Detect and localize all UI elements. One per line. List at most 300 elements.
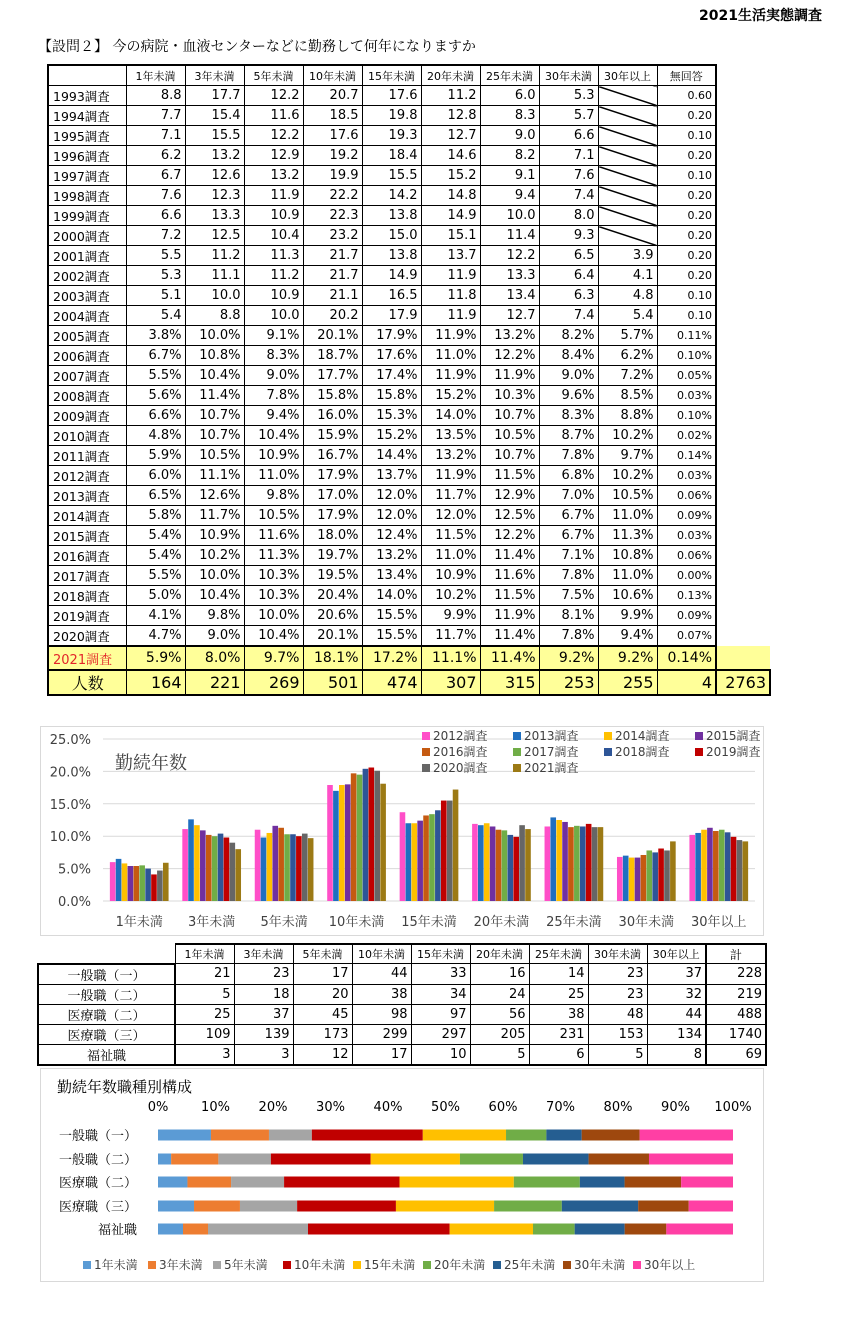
occupation-cell: 153	[588, 1024, 647, 1044]
table-cell: 3.9	[598, 246, 657, 266]
table-cell: 0.10%	[657, 346, 716, 366]
survey-year: 2006調査	[48, 346, 126, 366]
occupation-table	[37, 943, 767, 1066]
bar	[719, 830, 725, 901]
table-cell: 6.7	[126, 166, 185, 186]
table-cell: 10.9%	[185, 526, 244, 546]
stacked-segment	[638, 1201, 689, 1212]
column-header: 3年未満	[185, 65, 244, 86]
bar	[272, 826, 278, 901]
table-row	[48, 306, 770, 326]
x-tick-label: 30年以上	[691, 915, 747, 930]
table-cell: 8.2%	[539, 326, 598, 346]
table-cell: 10.3%	[244, 566, 303, 586]
table-cell: 9.1	[480, 166, 539, 186]
table-cell: 11.9%	[421, 326, 480, 346]
table-cell: 9.4	[480, 186, 539, 206]
occupation-cell: 12	[293, 1044, 352, 1065]
table-cell: 17.6%	[362, 346, 421, 366]
stacked-segment	[194, 1201, 240, 1212]
legend-label: 30年以上	[644, 1258, 696, 1272]
stacked-segment	[240, 1201, 297, 1212]
table-header-row	[48, 65, 770, 86]
table-row	[48, 606, 770, 626]
bar	[200, 830, 206, 901]
legend-label: 15年未満	[364, 1258, 416, 1272]
table-cell: 17.9%	[303, 466, 362, 486]
x-tick-label: 5年未満	[260, 915, 308, 930]
table-cell: 21.7	[303, 266, 362, 286]
table-cell: 14.6	[421, 146, 480, 166]
column-header: 5年未満	[293, 944, 352, 964]
table-cell: 8.8%	[598, 406, 657, 426]
legend-label: 1年未満	[94, 1258, 138, 1272]
bar	[163, 863, 169, 901]
table-cell: 17.9	[362, 306, 421, 326]
bar	[400, 812, 406, 901]
current-cell: 17.2%	[362, 646, 421, 670]
table-cell: 0.13%	[657, 586, 716, 606]
slash-cell	[598, 206, 657, 226]
x-tick-label: 0%	[147, 1100, 169, 1115]
occupation-cell: 20	[293, 984, 352, 1004]
occupation-cell: 16	[470, 964, 529, 985]
current-cell: 0.14%	[657, 646, 716, 670]
stacked-segment	[396, 1201, 494, 1212]
table-cell: 13.5%	[421, 426, 480, 446]
table-cell: 7.1	[126, 126, 185, 146]
occupation-cell: 8	[647, 1044, 706, 1065]
bar	[423, 815, 429, 901]
occupation-total: 219	[706, 984, 766, 1004]
table-cell: 15.0	[362, 226, 421, 246]
occupation-row	[38, 1044, 766, 1065]
table-cell: 11.3%	[598, 526, 657, 546]
x-tick-label: 80%	[603, 1100, 633, 1115]
table-cell: 9.1%	[244, 326, 303, 346]
table-cell: 11.9%	[421, 366, 480, 386]
table-cell: 19.9	[303, 166, 362, 186]
occupation-header-row	[38, 944, 766, 964]
bar	[519, 825, 525, 901]
header-corner	[48, 65, 126, 86]
survey-year: 2004調査	[48, 306, 126, 326]
count-cell: 501	[303, 670, 362, 695]
survey-year: 2010調査	[48, 426, 126, 446]
table-cell: 10.4	[244, 226, 303, 246]
table-cell: 8.3	[480, 106, 539, 126]
table-cell: 8.3%	[539, 406, 598, 426]
table-row	[48, 406, 770, 426]
table-cell: 0.20	[657, 206, 716, 226]
bar	[568, 827, 574, 901]
table-cell: 11.9%	[480, 366, 539, 386]
table-cell: 10.5%	[244, 506, 303, 526]
table-cell: 7.8%	[539, 626, 598, 647]
table-cell: 13.4	[480, 286, 539, 306]
table-cell: 11.8	[421, 286, 480, 306]
count-row	[48, 670, 770, 695]
blank-cell	[716, 186, 770, 206]
occupation-cell: 38	[352, 984, 411, 1004]
table-cell: 5.4	[126, 306, 185, 326]
table-cell: 0.14%	[657, 446, 716, 466]
table-row	[48, 166, 770, 186]
table-cell: 0.20	[657, 106, 716, 126]
blank-cell	[716, 486, 770, 506]
bar	[441, 801, 447, 901]
survey-year: 1994調査	[48, 106, 126, 126]
table-cell: 15.1	[421, 226, 480, 246]
tenure-bar-chart	[40, 726, 764, 936]
bar	[157, 871, 163, 901]
table-cell: 13.2	[244, 166, 303, 186]
table-row	[48, 486, 770, 506]
occupation-cell: 37	[647, 964, 706, 985]
table-cell: 11.2	[185, 246, 244, 266]
stacked-segment	[231, 1177, 284, 1188]
survey-year: 2019調査	[48, 606, 126, 626]
stacked-segment	[269, 1130, 312, 1141]
current-year-row	[48, 646, 770, 670]
table-cell: 7.1	[539, 146, 598, 166]
occupation-name: 医療職（三）	[38, 1024, 175, 1044]
table-cell: 11.6	[244, 106, 303, 126]
table-cell: 15.2%	[421, 386, 480, 406]
stacked-segment	[681, 1177, 733, 1188]
blank-cell	[716, 466, 770, 486]
table-cell: 9.0%	[244, 366, 303, 386]
x-tick-label: 20年未満	[473, 915, 530, 930]
column-header: 1年未満	[175, 944, 234, 964]
column-header: 25年未満	[480, 65, 539, 86]
table-row	[48, 346, 770, 366]
current-cell: 9.2%	[539, 646, 598, 670]
bar	[670, 841, 676, 901]
column-header: 10年未満	[352, 944, 411, 964]
table-cell: 13.3	[185, 206, 244, 226]
current-cell: 8.0%	[185, 646, 244, 670]
table-cell: 15.4	[185, 106, 244, 126]
current-year: 2021調査	[48, 646, 126, 670]
column-header: 25年未満	[529, 944, 588, 964]
bar	[472, 824, 478, 901]
occupation-cell: 48	[588, 1004, 647, 1024]
survey-year: 2007調査	[48, 366, 126, 386]
table-row	[48, 586, 770, 606]
count-cell: 4	[657, 670, 716, 695]
report-header: 2021生活実態調査	[699, 8, 822, 24]
table-cell: 10.0%	[185, 326, 244, 346]
table-cell: 18.7%	[303, 346, 362, 366]
table-cell: 8.3%	[244, 346, 303, 366]
table-cell: 13.8	[362, 206, 421, 226]
column-header: 30年未満	[539, 65, 598, 86]
slash-cell	[598, 126, 657, 146]
table-cell: 5.8%	[126, 506, 185, 526]
table-cell: 12.9	[244, 146, 303, 166]
blank-cell	[716, 406, 770, 426]
survey-year: 2016調査	[48, 546, 126, 566]
bar	[235, 849, 241, 901]
stacked-segment	[218, 1154, 271, 1165]
table-cell: 11.1	[185, 266, 244, 286]
current-cell: 11.4%	[480, 646, 539, 670]
table-cell: 6.5%	[126, 486, 185, 506]
current-cell: 9.7%	[244, 646, 303, 670]
table-cell: 6.2%	[598, 346, 657, 366]
column-header: 1年未満	[126, 65, 185, 86]
table-cell: 17.6	[303, 126, 362, 146]
survey-year: 1993調査	[48, 86, 126, 106]
y-category-label: 医療職（二）	[58, 1176, 137, 1191]
table-cell: 11.9	[421, 266, 480, 286]
column-header: 10年未満	[303, 65, 362, 86]
occupation-cell: 38	[529, 1004, 588, 1024]
occupation-cell: 56	[470, 1004, 529, 1024]
current-cell: 9.2%	[598, 646, 657, 670]
survey-year: 1996調査	[48, 146, 126, 166]
occupation-cell: 10	[411, 1044, 470, 1065]
bar	[357, 775, 363, 901]
table-cell: 10.4%	[244, 426, 303, 446]
table-cell: 7.0%	[539, 486, 598, 506]
slash-cell	[598, 146, 657, 166]
table-row	[48, 466, 770, 486]
legend-label: 2016調査	[433, 745, 488, 759]
table-cell: 6.7%	[539, 506, 598, 526]
bar	[664, 850, 670, 901]
table-cell: 12.6%	[185, 486, 244, 506]
legend-label: 20年未満	[434, 1258, 486, 1272]
bar	[218, 834, 224, 901]
stacked-segment	[208, 1224, 308, 1235]
blank-cell	[716, 166, 770, 186]
bar	[496, 830, 502, 901]
legend-label: 3年未満	[159, 1258, 203, 1272]
table-cell: 16.5	[362, 286, 421, 306]
table-cell: 5.7%	[598, 326, 657, 346]
table-cell: 10.9%	[244, 446, 303, 466]
count-cell: 255	[598, 670, 657, 695]
table-cell: 5.4%	[126, 526, 185, 546]
bar	[374, 771, 380, 901]
y-tick-label: 25.0%	[49, 733, 91, 748]
table-row	[48, 366, 770, 386]
table-cell: 8.8	[126, 86, 185, 106]
table-cell: 15.2%	[362, 426, 421, 446]
table-cell: 12.7	[480, 306, 539, 326]
bar	[116, 859, 122, 901]
table-cell: 0.02%	[657, 426, 716, 446]
survey-year: 2013調査	[48, 486, 126, 506]
table-cell: 0.03%	[657, 386, 716, 406]
table-cell: 9.8%	[185, 606, 244, 626]
table-cell: 8.7%	[539, 426, 598, 446]
occupation-cell: 5	[588, 1044, 647, 1065]
table-cell: 14.8	[421, 186, 480, 206]
bar	[580, 826, 586, 901]
table-cell: 13.3	[480, 266, 539, 286]
table-cell: 6.0	[480, 86, 539, 106]
stacked-segment	[312, 1130, 423, 1141]
total-header: 計	[706, 944, 766, 964]
legend-label: 2020調査	[433, 761, 488, 775]
bar	[701, 830, 707, 901]
survey-year: 2000調査	[48, 226, 126, 246]
table-cell: 17.7	[185, 86, 244, 106]
count-total: 2763	[716, 670, 770, 695]
table-cell: 7.7	[126, 106, 185, 126]
blank-cell	[716, 646, 770, 670]
table-cell: 20.1%	[303, 326, 362, 346]
table-cell: 6.7%	[539, 526, 598, 546]
table-cell: 10.3%	[244, 586, 303, 606]
legend-swatch	[604, 732, 612, 740]
occupation-row	[38, 1004, 766, 1024]
bar	[447, 801, 453, 901]
table-cell: 11.6%	[480, 566, 539, 586]
table-row	[48, 546, 770, 566]
stacked-segment	[187, 1177, 231, 1188]
occupation-corner	[38, 944, 175, 964]
survey-year: 2014調査	[48, 506, 126, 526]
bar	[725, 832, 731, 901]
bar	[206, 835, 212, 901]
legend-label: 2012調査	[433, 729, 488, 743]
bar	[617, 857, 623, 901]
table-cell: 0.03%	[657, 526, 716, 546]
bar	[743, 841, 749, 901]
chart-title: 勤続年数	[115, 753, 187, 774]
table-cell: 11.4%	[480, 626, 539, 647]
slash-cell	[598, 166, 657, 186]
table-cell: 19.3	[362, 126, 421, 146]
table-cell: 11.5%	[480, 586, 539, 606]
stacked-segment	[211, 1130, 269, 1141]
table-cell: 16.7%	[303, 446, 362, 466]
bar	[133, 866, 139, 901]
bar	[513, 837, 519, 901]
stacked-segment	[589, 1154, 649, 1165]
stacked-segment	[562, 1201, 638, 1212]
bar	[689, 835, 695, 901]
stacked-segment	[460, 1154, 523, 1165]
stacked-segment	[640, 1130, 733, 1141]
table-cell: 12.8	[421, 106, 480, 126]
table-cell: 0.20	[657, 186, 716, 206]
occupation-cell: 5	[175, 984, 234, 1004]
table-cell: 6.5	[539, 246, 598, 266]
occupation-cell: 6	[529, 1044, 588, 1065]
column-header: 5年未満	[244, 65, 303, 86]
legend-label: 10年未満	[294, 1258, 346, 1272]
table-cell: 10.9	[244, 286, 303, 306]
table-row	[48, 326, 770, 346]
stacked-segment	[533, 1224, 575, 1235]
survey-year: 2012調査	[48, 466, 126, 486]
x-tick-label: 100%	[714, 1100, 752, 1115]
survey-year: 2015調査	[48, 526, 126, 546]
legend-swatch	[422, 764, 430, 772]
table-cell: 5.9%	[126, 446, 185, 466]
table-cell: 10.8%	[185, 346, 244, 366]
table-cell: 7.5%	[539, 586, 598, 606]
table-cell: 10.0	[480, 206, 539, 226]
bar	[429, 814, 435, 901]
x-tick-label: 10%	[201, 1100, 230, 1115]
table-cell: 6.6	[126, 206, 185, 226]
bar	[255, 830, 261, 901]
bar	[658, 849, 664, 901]
table-cell: 0.10	[657, 166, 716, 186]
stacked-segment	[158, 1224, 183, 1235]
legend-swatch	[83, 1261, 91, 1269]
table-cell: 19.2	[303, 146, 362, 166]
table-cell: 10.4%	[244, 626, 303, 647]
table-cell: 6.3	[539, 286, 598, 306]
table-cell: 10.5%	[185, 446, 244, 466]
x-tick-label: 40%	[373, 1100, 403, 1115]
bar	[339, 785, 345, 901]
legend-swatch	[513, 732, 521, 740]
table-cell: 11.4%	[185, 386, 244, 406]
occupation-total: 1740	[706, 1024, 766, 1044]
y-category-label: 医療職（三）	[58, 1200, 137, 1215]
blank-cell	[716, 566, 770, 586]
bar	[194, 825, 200, 901]
table-cell: 11.4%	[480, 546, 539, 566]
table-cell: 18.5	[303, 106, 362, 126]
table-cell: 15.9%	[303, 426, 362, 446]
table-cell: 9.4%	[598, 626, 657, 647]
table-cell: 0.09%	[657, 506, 716, 526]
table-cell: 10.2%	[421, 586, 480, 606]
table-cell: 9.0%	[539, 366, 598, 386]
x-tick-label: 70%	[546, 1100, 575, 1115]
survey-year: 2002調査	[48, 266, 126, 286]
legend-swatch	[283, 1261, 291, 1269]
survey-year: 2018調査	[48, 586, 126, 606]
table-cell: 11.4	[480, 226, 539, 246]
stacked-segment	[506, 1130, 546, 1141]
table-row	[48, 206, 770, 226]
table-row	[48, 126, 770, 146]
blank-cell	[716, 266, 770, 286]
stacked-segment	[450, 1224, 533, 1235]
table-row	[48, 246, 770, 266]
table-cell: 15.5%	[362, 606, 421, 626]
table-cell: 0.00%	[657, 566, 716, 586]
bar	[646, 850, 652, 901]
table-cell: 7.6	[539, 166, 598, 186]
x-tick-label: 20%	[258, 1100, 288, 1115]
occupation-cell: 23	[588, 984, 647, 1004]
table-cell: 0.06%	[657, 486, 716, 506]
blank-cell	[716, 286, 770, 306]
bar	[406, 823, 412, 901]
legend-swatch	[513, 748, 521, 756]
table-cell: 0.20	[657, 246, 716, 266]
stacked-segment	[523, 1154, 589, 1165]
table-cell: 4.8	[598, 286, 657, 306]
table-cell: 9.0%	[185, 626, 244, 647]
blank-cell	[716, 106, 770, 126]
bar	[641, 855, 647, 901]
bar	[308, 838, 314, 901]
table-row	[48, 226, 770, 246]
stacked-segment	[158, 1154, 171, 1165]
